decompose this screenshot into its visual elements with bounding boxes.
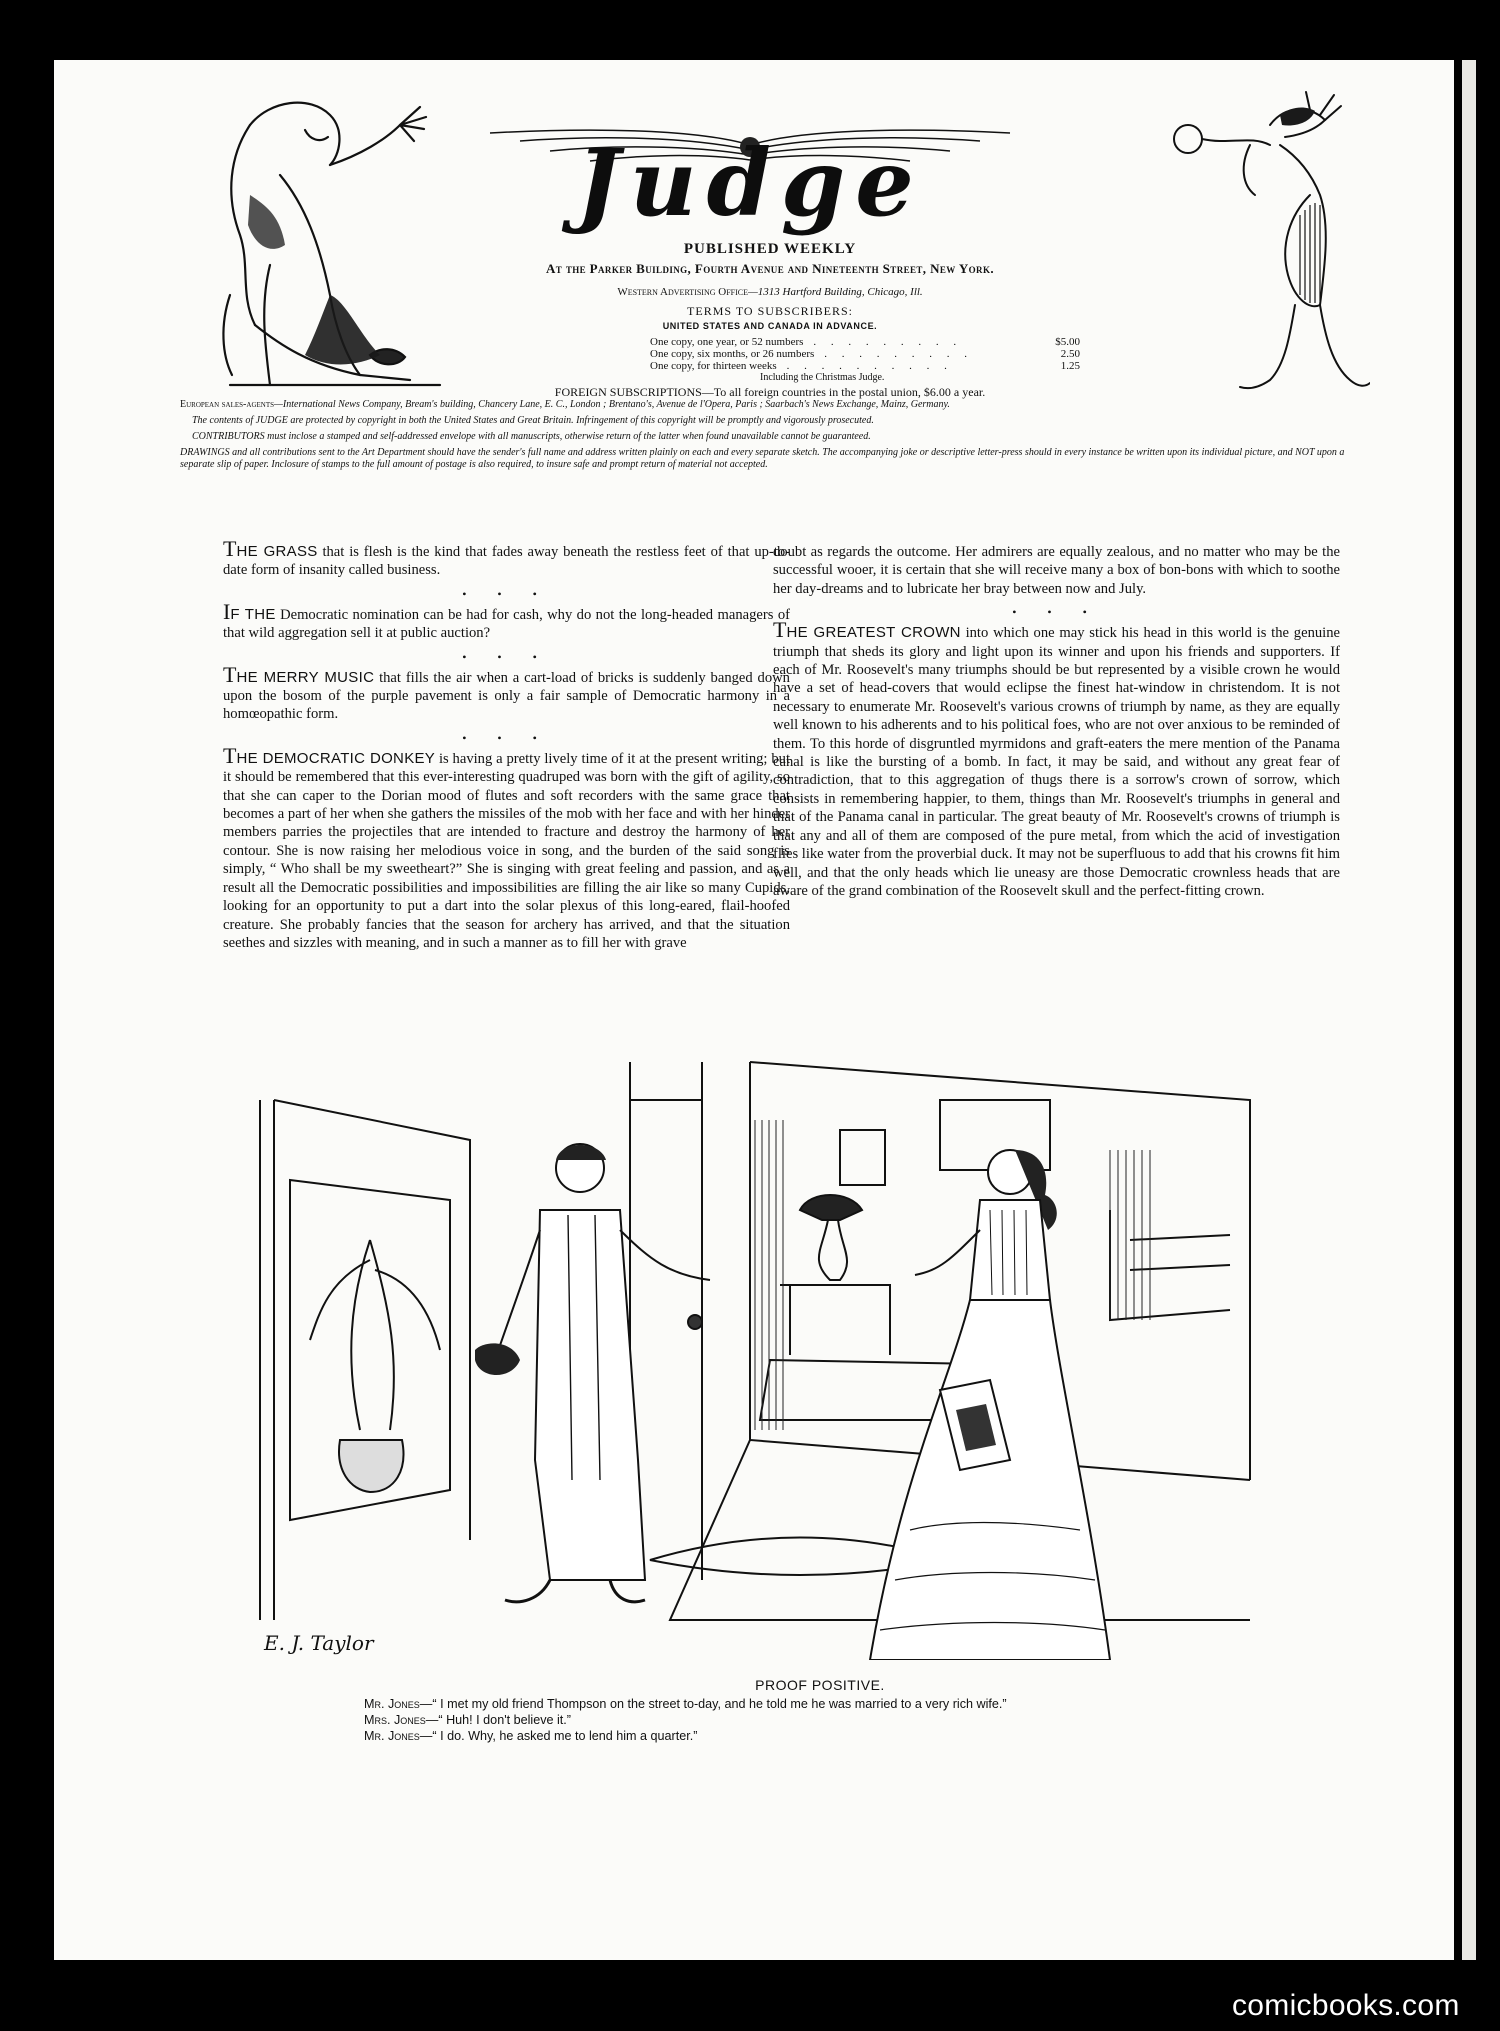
paragraph-lead: F THE — [230, 605, 276, 623]
rate-note: Including the Christmas Judge. — [760, 372, 885, 383]
paragraph-donkey — [223, 742, 790, 952]
masthead — [160, 75, 1400, 470]
caption-text: —“ Huh! I don't believe it.” — [425, 1713, 571, 1727]
paragraph-continuation: doubt as regards the outcome. Her admirers are equally zealous, and no matter who may be the successful wooer, it is certain that she will receive many a box of bon-bons with which to soothe her day-dreams and to lubricate her bray between now and July. — [773, 544, 1340, 597]
rate-row: One copy, one year, or 52 numbers . . . . . . . . . $5.00 — [650, 336, 1080, 348]
rate-row: One copy, six months, or 26 numbers . . . . . . . . . 2.50 — [650, 348, 1080, 360]
right-cartoon-jester — [1160, 75, 1370, 405]
european-agents-text: —International News Company, Bream's building, Chancery Lane, E. C., London ; Brentano's, Avenue de l'Opera, Paris ; Saarbach's News Exchange, Mainz, Germany. — [274, 399, 950, 410]
paragraph-separator: • • • — [462, 649, 551, 664]
rate-label: One copy, for thirteen weeks — [650, 360, 777, 372]
paragraph-text: that is flesh is the kind that fades away beneath the restless feet of that up-to-date form of insanity called business. — [223, 544, 791, 579]
caption-text: —“ I do. Why, he asked me to lend him a quarter.” — [419, 1729, 698, 1743]
masthead-title — [450, 115, 1050, 235]
western-office-address: —1313 Hartford Building, Chicago, Ill. — [748, 286, 923, 298]
right-column — [773, 543, 1340, 906]
publisher-address: At the Parker Building, Fourth Avenue and Nineteenth Street, New York. — [545, 261, 994, 276]
paragraph-text: that fills the air when a cart-load of bricks is suddenly banged down upon the bosom of the purple pavement is only a fair sample of Democratic harmony in a homœopathic form. — [223, 669, 790, 723]
paragraph-separator: • • • — [462, 586, 551, 601]
caption-speaker: Mr. Jones — [364, 1729, 420, 1743]
rate-row: One copy, for thirteen weeks . . . . . . . . . . 1.25 — [650, 360, 1080, 372]
paragraph-lead: HE GRASS — [236, 543, 318, 560]
watermark: comicbooks.com — [1232, 1989, 1460, 2022]
drawings-notice: DRAWINGS and all contributions sent to the Art Department should have the sender's full name and address written plainly on each and every separate sketch. The accompanying joke or descriptive letter-press should in every instance be written upon its individual picture, and NOT upon a separate slip of paper. Inclosure of stamps to the full amount of postage is also required, to insure safe and prompt return of material not accepted. — [180, 447, 1345, 470]
caption-dialogue — [364, 1696, 1264, 1744]
paragraph-text: is having a pretty lively time of it at the present writing; but it should be remembered that this ever-interesting quadruped was born with the gift of agility, so that she can caper to the Dorian mood of flutes and soft recorders with the same grace that becomes a part of her when she gathers the missiles of the mob with her face and with her hinder members parries the projectiles that are intended to fracture and destroy the harmony of her contour. She is now raising her melodious voice in song, and the burden of the said song is simply, “ Who shall be my sweetheart?” She is singing with great feeling and passion, and as a result all the Democratic possibilities and impossibilities are filling the air like so many Cupids, looking for an opportunity to put a dart into the solar plexus of this long-eared, flail-hoofed creature. She probably fancies that the season for archery has arrived, and that the situation seethes and sizzles with meaning, and in such a manner as to fill her with grave — [223, 750, 790, 951]
caption-line — [364, 1696, 1264, 1712]
caption-line — [364, 1728, 1264, 1744]
published-weekly: PUBLISHED WEEKLY — [683, 241, 857, 257]
man-figure — [475, 1144, 710, 1602]
paragraph-text: into which one may stick his head in this world is the genuine triumph that sheds its glory and light upon its winner and upon his friends and supporters. If each of Mr. Roosevelt's many triumphs should be but represented by a visible crown he would have a set of head-covers that would eclipse the finest hat-window in christendom. It is not necessary to enumerate Mr. Roosevelt's various crowns of triumph by name, as they are equally well known to his adherents and to his political foes, who are not over anxious to be reminded of them. To this horde of disgruntled myrmidons and graft-eaters the mere mention of the Panama canal is like the bursting of a bomb. In fact, it may be said, and without any great fear of contradiction, that to this aggregation of thugs there is a sorrow's crown of sorrow, which consists in remembering happier, to them, things than Mr. Roosevelt's triumphs in general and that of the Panama canal in particular. The great beauty of Mr. Roosevelt's crowns of triumph is that any and all of them are composed of the pure metal, from which the acid of investigation flies like water from the proverbial duck. It may not be superfluous to add that his crowns fit him well, and that the only heads which lie uneasy are those Democratic crownless heads that are aware of the grand combination of the Roosevelt skull and the perfect-fitting crown. — [773, 625, 1340, 899]
european-agents-label: European sales-agents — [180, 399, 275, 410]
rate-label: One copy, one year, or 52 numbers — [650, 336, 804, 348]
paragraph-grass — [223, 536, 791, 580]
drop-letter: T — [223, 536, 237, 561]
left-column — [223, 536, 791, 958]
paragraph-separator: • • • — [462, 730, 551, 745]
caption-speaker: Mr. Jones — [364, 1697, 420, 1711]
drop-letter: T — [223, 742, 237, 768]
drop-letter: I — [223, 598, 231, 624]
european-agents — [180, 399, 1370, 411]
rate-price: 1.25 — [1060, 360, 1080, 372]
copyright-notice: The contents of JUDGE are protected by copyright in both the United States and Great Britain. Infringement of this copyright will be promptly and vigorously prosecuted. — [192, 415, 874, 426]
paragraph-lead: HE MERRY MUSIC — [236, 668, 375, 686]
paragraph-lead: HE GREATEST CROWN — [786, 624, 961, 642]
cartoon-illustration — [250, 1060, 1260, 1660]
caption-speaker: Mrs. Jones — [364, 1713, 426, 1727]
rate-price: 2.50 — [1060, 348, 1080, 360]
paragraph-separator: • • • — [1012, 605, 1101, 620]
subscription-rates — [650, 336, 1080, 372]
paragraph-merry-music — [223, 661, 790, 724]
paragraph-nomination — [223, 598, 790, 643]
caption-line — [364, 1712, 1264, 1728]
terms-title: TERMS TO SUBSCRIBERS: — [687, 304, 853, 318]
rate-label: One copy, six months, or 26 numbers — [650, 348, 815, 360]
adjacent-page-edge — [1462, 60, 1476, 1960]
woman-figure — [870, 1150, 1110, 1660]
drop-letter: T — [223, 661, 237, 687]
masthead-logo-text: Judge — [576, 129, 924, 237]
paragraph-greatest-crown — [773, 617, 1340, 900]
caption-text: —“ I met my old friend Thompson on the street to-day, and he told me he was married to a very rich wife.” — [419, 1697, 1007, 1711]
terms-subtitle: UNITED STATES AND CANADA IN ADVANCE. — [662, 321, 878, 331]
foreign-subscriptions: FOREIGN SUBSCRIPTIONS—To all foreign countries in the postal union, $6.00 a year. — [554, 385, 986, 399]
western-office-label: Western Advertising Office — [617, 286, 748, 298]
rate-price: $5.00 — [1055, 336, 1080, 348]
western-office — [420, 286, 1120, 298]
paragraph-lead: HE DEMOCRATIC DONKEY — [236, 749, 436, 767]
caption-title: PROOF POSITIVE. — [755, 1677, 885, 1693]
artist-signature: E. J. Taylor — [264, 1631, 374, 1655]
paragraph-text: Democratic nomination can be had for cash, why do not the long-headed managers of that wild aggregation sell it at public auction? — [223, 606, 790, 642]
contributors-notice: CONTRIBUTORS must inclose a stamped and self-addressed envelope with all manuscripts, otherwise return of the latter when found unavailable cannot be guaranteed. — [192, 431, 871, 442]
drop-letter: T — [773, 617, 787, 643]
